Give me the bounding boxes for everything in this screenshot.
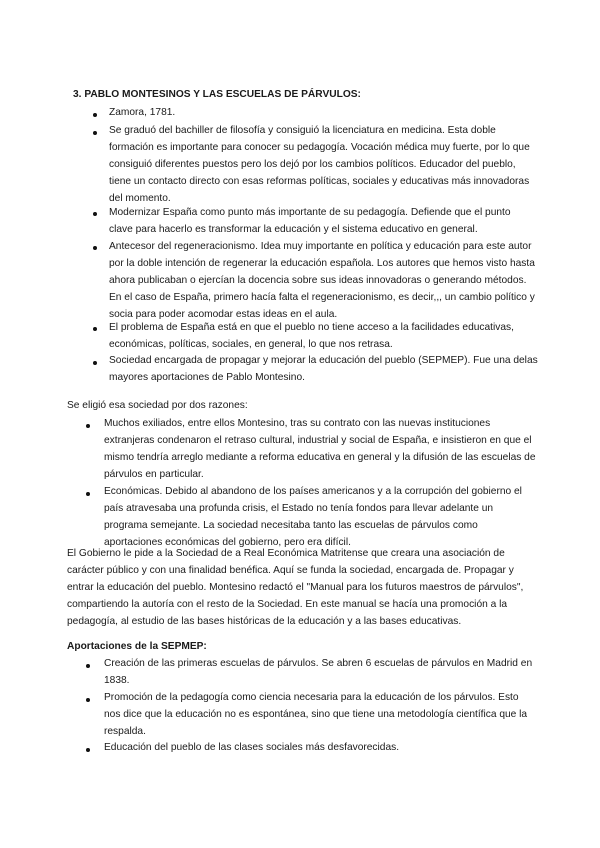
bullet-icon: [86, 664, 90, 668]
bullet-icon: [93, 113, 97, 117]
bullet-icon: [93, 212, 97, 216]
list-item: Modernizar España como punto más importante de su pedagogía. Defiende que el punto clave para hacerlo es transformar la educación y el sistema educativo en general.: [109, 207, 511, 235]
list-item: Antecesor del regeneracionismo. Idea muy importante en política y educación para este autor por la doble intención de regenerar la educación española. Los autores que hemos visto hasta ahora publicaban o ejercían la docencia sobre sus ideas innovadoras o generando métodos. En el caso de España, primero hacía falta el regeneracionismo, es decir,,, un cambio político y socia para poder acomodar estas ideas en el aula.: [109, 241, 535, 320]
list-item: Creación de las primeras escuelas de párvulos. Se abren 6 escuelas de párvulos en Madrid en 1838.: [104, 658, 533, 686]
bullet-icon: [86, 748, 90, 752]
list-item: Económicas. Debido al abandono de los países americanos y a la corrupción del gobierno el país atravesaba una profunda crisis, el Estado no tenía fondos para llevar adelante un programa semejante. La sociedad necesitaba tanto las escuelas de párvulos como aportaciones económicas del gobierno, pero era difícil.: [104, 486, 522, 548]
list-item: Se graduó del bachiller de filosofía y consiguió la licenciatura en medicina. Esta doble formación es importante para conocer su pedagogía. Vocación médica muy fuerte, por lo que consiguió diferentes puestos pero los dejó por los cambios políticos. Educador del pueblo, tiene un contacto directo con esas reformas políticas, sociales y educativas más innovadoras del momento.: [109, 125, 530, 204]
bullet-icon: [93, 327, 97, 331]
list-item: El problema de España está en que el pueblo no tiene acceso a la facilidades educativas, económicas, políticas, sociales, en general, lo que nos retrasa.: [109, 322, 514, 350]
reasons-intro: Se eligió esa sociedad por dos razones:: [67, 400, 248, 411]
bullet-icon: [93, 361, 97, 365]
list-item: Promoción de la pedagogía como ciencia necesaria para la educación de los párvulos. Esto nos dice que la educación no es espontánea, sino que tiene una metodología científica que la respalda.: [104, 692, 528, 737]
bullet-icon: [86, 492, 90, 496]
section-heading-montesinos: 3. PABLO MONTESINOS Y LAS ESCUELAS DE PÁRVULOS:: [73, 89, 361, 100]
list-item: Zamora, 1781.: [109, 107, 176, 118]
body-paragraph: El Gobierno le pide a la Sociedad de a Real Económica Matritense que creara una asociación de carácter público y con una finalidad benéfica. Aquí se funda la sociedad, encargada de. Propagar y entrar la educación del pueblo. Montesino redactó el "Manual para los futuros maestros de párvulos", compartiendo la autoría con el resto de la Sociedad. En este manual se hacía una promoción a la pedagogía, al estudio de las bases históricas de la educación y a las bases educativas.: [67, 548, 524, 627]
bullet-icon: [86, 698, 90, 702]
list-item: Educación del pueblo de las clases sociales más desfavorecidas.: [104, 742, 400, 753]
bullet-icon: [93, 131, 97, 135]
list-item: Sociedad encargada de propagar y mejorar la educación del pueblo (SEPMEP). Fue una delas mayores aportaciones de Pablo Montesino.: [109, 355, 538, 383]
list-item: Muchos exiliados, entre ellos Montesino, tras su contrato con las nuevas instituciones extranjeras condenaron el retraso cultural, industrial y social de España, e insistieron en que el mismo tendría arreglo mediante a reforma educativa en general y la difusión de las escuelas de párvulos en particular.: [104, 418, 536, 480]
bullet-icon: [86, 424, 90, 428]
bullet-icon: [93, 246, 97, 250]
section-heading-aportaciones: Aportaciones de la SEPMEP:: [67, 641, 207, 652]
